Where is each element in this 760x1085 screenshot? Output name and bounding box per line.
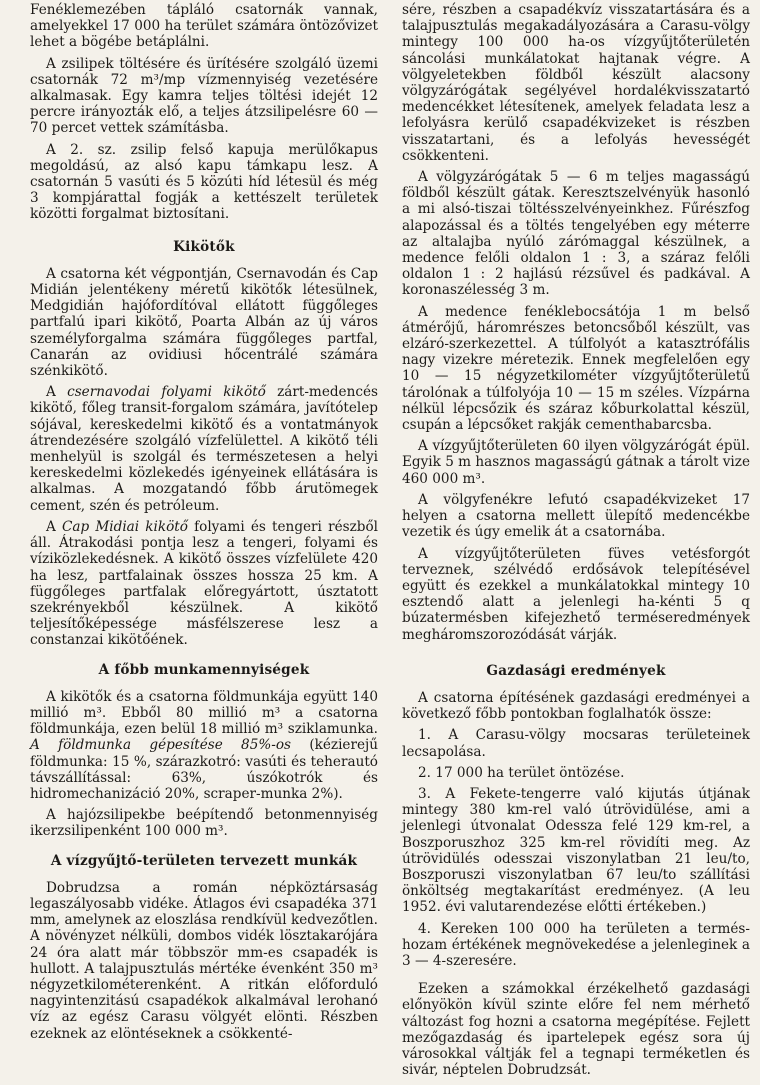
paragraph-sluice-operation: A zsilipek töltésére és ürítésére szolgáló üzemi csatornák 72 m³/mp vízmennyiség vezetésére alkalmasak. Egy kamra teljes töltési idejét 12 percre irányozták elő, a teljes átzsilipelésre 60 — 70 percet vettek számításba. [30, 55, 378, 137]
paragraph-grass-rotation: A vízgyűjtőterületen füves vetésforgót terveznek, szélvédő erdősávok telepítésével együtt és ezekkel a munkálatokkal mintegy 10 esztendő alatt a jelenlegi ha-kénti 5 q búzatermésben kifejezhető terméseredmények megháromszorozódását várják. [402, 545, 750, 643]
paragraph-valley-dams: A völgyzárógátak 5 — 6 m teljes magasságú földből készült gátak. Keresztszelvényük hasonló a mi alsó-tiszai töltésszelvényeinkhez. Fűrészfog alapozással és a töltés tengelyében egy méterre az altalajba nyúló zárómaggal készülnek, a medence felőli oldalon 1 : 3, a száraz felőli oldalon 1 : 2 hajlású rézsűvel és padkával. A koronaszélesség 3 m. [402, 169, 750, 299]
text-run: (kézierejű földmunka: 15 %, szárazkotró: vasúti és teherautó távszállítással: 63%, úszókotrók és hidromechanizáció 20%, scraper-munka 2%). [30, 737, 378, 802]
list-item-4: 4. Kereken 100 000 ha területen a termés-hozam értékének megnövekedése a jelenleginek a 3 — 4-szeresére. [402, 920, 750, 969]
paragraph-outlet: A medence fenéklebocsátója 1 m belső átmérőjű, háromrészes betoncsőből készült, vas elzáró-szerkezettel. A túlfolyót a katasztrófális nagy vizekre méretezik. Ennek megfelelően egy 10 — 15 négyzetkilométer vízgyűjtőterületű tárolónak a túlfolyója 10 — 15 m széles. Vízpárna nélkül lépcsőzik és száraz kőburkolattal készül, csupán a lépcsőket rakják cementhabarcsba. [402, 303, 750, 434]
paragraph-gates-bridges: A 2. sz. zsilip felső kapuja merülőkapus megoldású, az alsó kapu támkapu lesz. A csatornán 5 vasúti és 5 közúti híd létesül és még 3 kompjárattal fogják a kettészelt területek közötti forgalmat biztosítani. [30, 141, 378, 223]
heading-vizgyujto: A vízgyűjtő-területen tervezett munkák [50, 852, 358, 869]
paragraph-economic-intro: A csatorna építésének gazdasági eredményei a következő főbb pontokban foglalhatók össze: [402, 689, 750, 723]
heading-munkamennyisegek: A főbb munkamennyiségek [98, 661, 310, 678]
text-run: A [46, 518, 62, 535]
paragraph-ports-intro: A csatorna két végpontján, Csernavodán és Cap Midián jelentékeny méretű kikötők létesülnek, Medgidián hajófordítóval ellátott függőleges partfalú ipari kikötő, Poarta Albán az új város személyforgalma számára függőleges partfal, Canarán az ovidiusi hőcentrálé számára szénkikötő. [30, 265, 378, 380]
paragraph-final: Ezeken a számokkal érzékelhető gazdasági előnyökön kívül szinte előre fel nem mérhető változást fog hozni a csatorna megépítése. Fejlett mezőgazdaság és ipartelepek egész sora új városokkal váltják fel a tegnapi terméketlen és sivár, néptelen Dobrudzsát. [402, 981, 750, 1079]
italic-term: A földmunka gépesítése 85%-os [30, 737, 292, 754]
paragraph-earthwork [30, 689, 378, 802]
text-run: A [46, 384, 68, 401]
paragraph-irrigation: Fenéklemezében tápláló csatornák vannak, amelyekkel 17 000 ha terület számára öntözővizet lehet a bögébe betáplálni. [30, 2, 378, 51]
paragraph-csernavoda-port [30, 384, 378, 514]
paragraph-sixty-dams: A vízgyűjtőterületen 60 ilyen völgyzárógát épül. Egyik 5 m hasznos magasságú gátnak a tárolt vize 460 000 m³. [402, 438, 750, 487]
heading-gazdasagi: Gazdasági eredmények [486, 662, 666, 679]
paragraph-dobrudzsa: Dobrudzsa a román népköztársaság legaszályosabb vidéke. Átlagos évi csapadéka 371 mm, amelynek az eloszlása rendkívül kedvezőtlen. A növényzet nélküli, dombos vidék lösztakarójára 24 óra alatt már többször mm-es csapadék is hullott. A talajpusztulás mértéke évenként 350 m³ négyzetkilométerenként. A ritkán előforduló nagyintenzitású csapadékok alkalmával lerohanó víz az egész Carasu völgyét elönti. Részben ezeknek az elöntéseknek a csökkenté- [30, 879, 378, 1042]
list-item-1: 1. A Carasu-völgy mocsaras területeinek lecsapolása. [402, 727, 750, 760]
italic-term: Cap Midiai kikötő [61, 518, 188, 535]
list-item-3: 3. A Fekete-tengerre való kijutás útjának mintegy 380 km-rel való útrövidülése, ami a jelenlegi útvonalat Odessza felé 129 km-rel, a Boszporuszhoz 325 km-rel rövidíti meg. Az útrövidülés odesszai viszonylatban 21 leu/to, Boszporuszi viszonylatban 67 leu/to szállítási önköltség megtakarítást eredményez. (A leu 1952. évi valutarendezése előtti értékeben.) [402, 785, 750, 916]
left-column [30, 2, 378, 1085]
paragraph-settling-basins: A völgyfenékre lefutó csapadékvizeket 17 helyen a csatorna mellett ülepítő medencékbe vezetik és úgy emelik át a csatornába. [402, 491, 750, 541]
text-run: zárt-medencés kikötő, főleg transit-forgalom számára, javítótelep sójával, kereskedelmi kikötő és a vontatmányok átrendezésére szolgáló vízfelülettel. A kikötő téli menhelyül is szolgál és természetesen a helyi kereskedelmi közlekedés igényeinek ellátására is alkalmas. A mozgatandó főbb árutömegek cement, szén és petróleum. [30, 384, 378, 514]
right-column [402, 2, 750, 1085]
list-item-2: 2. 17 000 ha terület öntözése. [418, 764, 625, 781]
heading-kikotok: Kikötők [173, 238, 235, 255]
text-run: A kikötők és a csatorna földmunkája együtt 140 millió m³. Ebből 80 millió m³ a csatorna földmunkája, ezen belül 18 millió m³ sziklamunka. [30, 688, 378, 738]
text-run: folyami és tengeri részből áll. Átrakodási pontja lesz a tengeri, folyami és víziközlekedésnek. A kikötő összes vízfelülete 420 ha lesz, partfalainak összes hossza 25 km. A függőleges partfalak előregyártott, úsztatott szekrényekből készülnek. A kikötő teljesítőképessége másfélszerese lesz a constanzai kikötőének. [30, 518, 378, 649]
paragraph-cap-midia-port [30, 519, 378, 649]
italic-term: csernavodai folyami kikötő [67, 384, 266, 401]
paragraph-continuation: sére, részben a csapadékvíz visszatartására és a talajpusztulás megakadályozására a Carasu-völgy mintegy 100 000 ha-os vízgyűjtőterületén sáncolási munkálatokat hajtanak végre. A völgyeletekben földből készült alacsony völgyzárógátak segélyével hordalékvisszatartó medencékket létesítenek, amelyek feladata lesz a lefolyásra kerülő csapadékvizeket is részben visszatartani, és a lefolyás hevességét csökkenteni. [402, 2, 750, 164]
paragraph-concrete: A hajózsilipekbe beépítendő betonmennyiség ikerzsilipenként 100 000 m³. [30, 807, 378, 840]
